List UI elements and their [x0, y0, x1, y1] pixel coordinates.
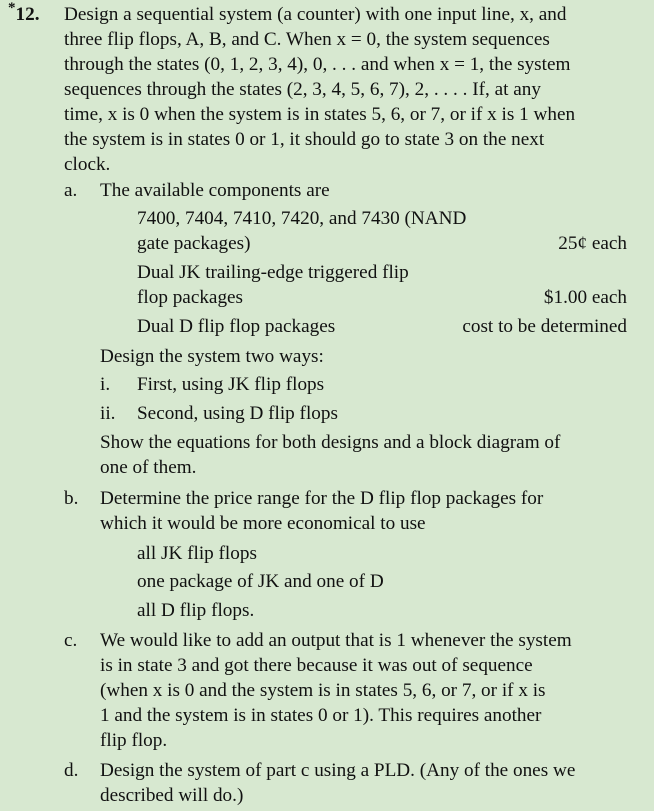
- part-b-line: Determine the price range for the D flip flop packages for: [100, 488, 544, 509]
- part-b-line: which it would be more economical to use: [100, 513, 426, 534]
- component-nand: [137, 206, 627, 256]
- part-c-line: 1 and the system is in states 0 or 1). This requires another: [100, 705, 542, 726]
- part-a-label: a.: [64, 180, 78, 201]
- stem-line: time, x is 0 when the system is in states 5, 6, or 7, or if x is 1 when: [64, 104, 576, 125]
- design-line: Design the system two ways:: [100, 346, 324, 367]
- stem-line: through the states (0, 1, 2, 3, 4), 0, . . . and when x = 1, the system: [64, 54, 571, 75]
- component-price: 25¢ each: [558, 233, 627, 254]
- component-name-line: gate packages): [137, 233, 251, 254]
- part-b-option: all JK flip flops: [137, 543, 257, 564]
- show-equations-text: [100, 430, 635, 480]
- stem-line: Design a sequential system (a counter) with one input line, x, and: [64, 4, 567, 25]
- show-line: one of them.: [100, 457, 197, 478]
- component-d: [137, 314, 627, 339]
- part-a-intro: The available components are: [100, 180, 330, 201]
- stem-line: three flip flops, A, B, and C. When x = 0, the system sequences: [64, 29, 550, 50]
- component-name-line: Dual JK trailing-edge triggered flip: [137, 262, 409, 283]
- part-d-label: d.: [64, 760, 79, 781]
- way-text: Second, using D flip flops: [137, 403, 338, 424]
- problem-number-text: 12.: [15, 4, 40, 25]
- stem-line: clock.: [64, 154, 111, 175]
- part-c-line: flip flop.: [100, 730, 168, 751]
- stem-line: sequences through the states (2, 3, 4, 5, 6, 7), 2, . . . . If, at any: [64, 79, 541, 100]
- stem-line: the system is in states 0 or 1, it should go to state 3 on the next: [64, 129, 545, 150]
- problem-stem: [64, 2, 630, 177]
- problem-number: [8, 2, 39, 27]
- way-text: First, using JK flip flops: [137, 374, 325, 395]
- component-name-line: 7400, 7404, 7410, 7420, and 7430 (NAND: [137, 208, 467, 229]
- part-b-option: all D flip flops.: [137, 600, 255, 621]
- part-c-line: is in state 3 and got there because it was out of sequence: [100, 655, 533, 676]
- way-label: ii.: [100, 403, 116, 424]
- part-d-line: described will do.): [100, 785, 244, 806]
- component-price: cost to be determined: [462, 316, 627, 337]
- part-b-label: b.: [64, 488, 79, 509]
- way-label: i.: [100, 374, 111, 395]
- component-price: $1.00 each: [543, 287, 627, 308]
- part-c-line: We would like to add an output that is 1 whenever the system: [100, 630, 572, 651]
- star-marker: *: [8, 0, 16, 16]
- component-jk: [137, 260, 627, 310]
- part-d-line: Design the system of part c using a PLD. (Any of the ones we: [100, 760, 576, 781]
- part-b-text: [100, 486, 635, 536]
- part-b-option: one package of JK and one of D: [137, 571, 384, 592]
- part-c-line: (when x is 0 and the system is in states 5, 6, or 7, or if x is: [100, 680, 546, 701]
- component-name-line: flop packages: [137, 287, 244, 308]
- show-line: Show the equations for both designs and a block diagram of: [100, 432, 561, 453]
- part-c-label: c.: [64, 630, 78, 651]
- component-name-line: Dual D flip flop packages: [137, 316, 336, 337]
- part-d-text: [100, 758, 635, 808]
- part-c-text: [100, 628, 635, 753]
